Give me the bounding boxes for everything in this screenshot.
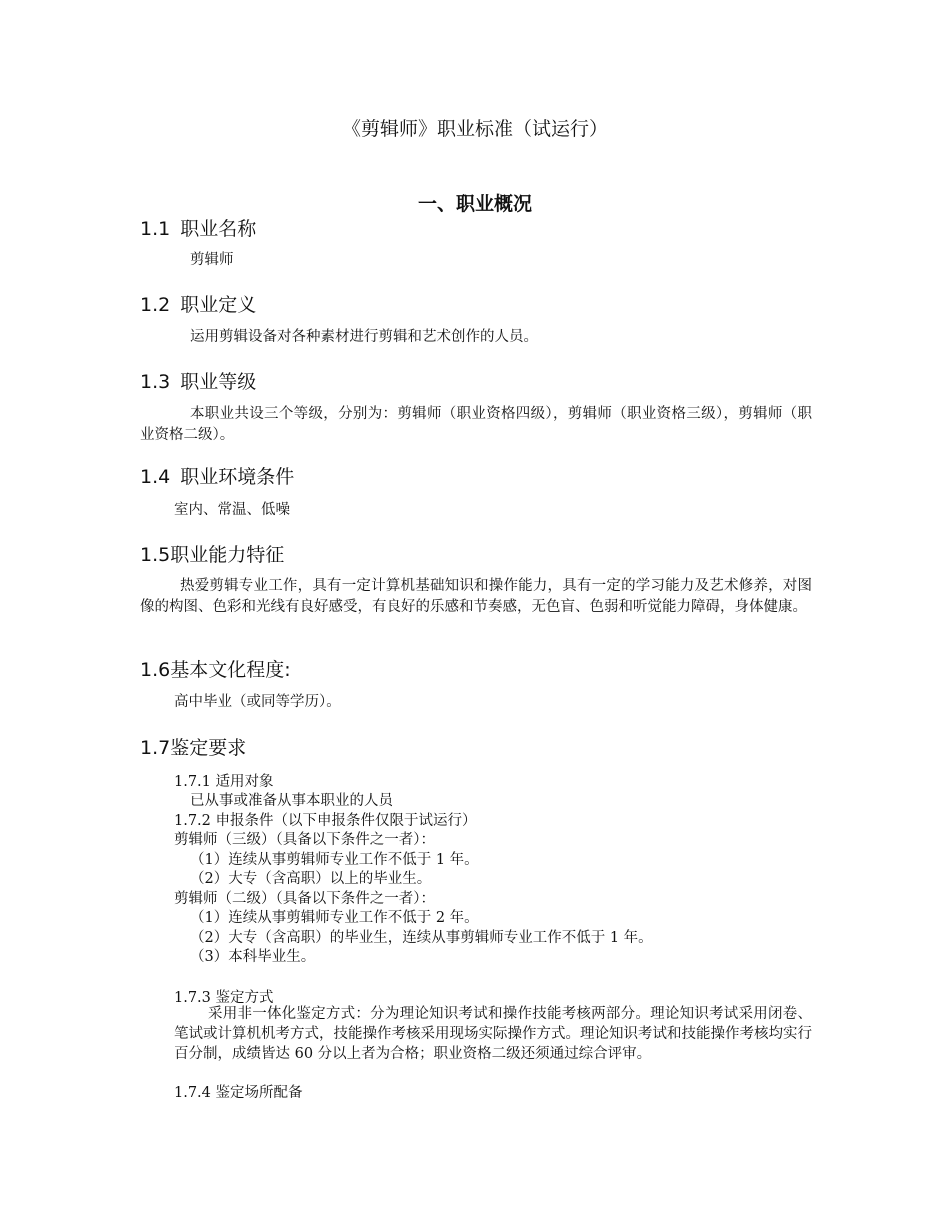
list-item: （1）连续从事剪辑师专业工作不低于 1 年。 xyxy=(190,852,479,868)
subsection-heading-1-7-4: 1.7.4 鉴定场所配备 xyxy=(174,1085,303,1101)
list-item: （1）连续从事剪辑师专业工作不低于 2 年。 xyxy=(190,910,479,926)
paragraph-assessment-method: 采用非一体化鉴定方式：分为理论知识考试和操作技能考核两部分。理论知识考试采用闭卷、笔试或计算机机考方式，技能操作考核采用现场实际操作方式。理论知识考试和技能操作考核均实行百分制，成绩皆达 60 分以上者为合格；职业资格二级还须通过综合评审。 xyxy=(174,1006,812,1062)
section-text-1-2: 运用剪辑设备对各种素材进行剪辑和艺术创作的人员。 xyxy=(190,329,538,345)
section-heading-1-5 xyxy=(140,540,284,567)
section-number: 1.3 xyxy=(140,371,171,393)
section-heading-1-2 xyxy=(140,290,256,317)
list-item: （2）大专（含高职）以上的毕业生。 xyxy=(190,871,432,887)
section-title: 职业能力特征 xyxy=(170,544,285,566)
section-title: 鉴定要求 xyxy=(170,737,247,759)
section-number: 1.2 xyxy=(140,294,171,316)
subsection-heading-1-7-2: 1.7.2 申报条件（以下申报条件仅限于试运行） xyxy=(174,813,477,829)
section-number: 1.7 xyxy=(140,737,171,759)
section-text-1-3: 本职业共设三个等级，分别为：剪辑师（职业资格四级），剪辑师（职业资格三级），剪辑师（职业资格二级）。 xyxy=(140,406,812,443)
list-item: 剪辑师（三级）（具备以下条件之一者）： xyxy=(174,832,435,848)
chapter-title: 一、职业概况 xyxy=(417,193,532,215)
section-number: 1.4 xyxy=(140,466,171,488)
list-item: （2）大专（含高职）的毕业生，连续从事剪辑师专业工作不低于 1 年。 xyxy=(190,930,653,946)
section-heading-1-3 xyxy=(140,367,256,394)
section-title: 职业等级 xyxy=(180,371,257,393)
section-title: 职业环境条件 xyxy=(180,466,295,488)
section-number: 1.6 xyxy=(140,659,171,681)
section-text-1-4: 室内、常温、低噪 xyxy=(174,502,290,518)
section-number: 1.1 xyxy=(140,218,171,240)
section-title: 基本文化程度: xyxy=(170,659,291,681)
document-title: 《剪辑师》职业标准（试运行） xyxy=(341,118,608,140)
section-heading-1-4 xyxy=(140,462,294,489)
subsection-heading-1-7-3: 1.7.3 鉴定方式 xyxy=(174,990,274,1006)
list-item: 已从事或准备从事本职业的人员 xyxy=(190,793,393,809)
section-heading-1-7 xyxy=(140,733,246,760)
section-heading-1-1 xyxy=(140,214,256,241)
list-item: （3）本科毕业生。 xyxy=(190,949,316,965)
subsection-heading-1-7-1: 1.7.1 适用对象 xyxy=(174,774,274,790)
section-text-1-6: 高中毕业（或同等学历）。 xyxy=(174,694,341,710)
section-number: 1.5 xyxy=(140,544,171,566)
section-text-1-1: 剪辑师 xyxy=(190,252,234,268)
section-title: 职业定义 xyxy=(180,294,257,316)
section-text-1-5: 热爱剪辑专业工作，具有一定计算机基础知识和操作能力，具有一定的学习能力及艺术修养，对图像的构图、色彩和光线有良好感受，有良好的乐感和节奏感，无色盲、色弱和听觉能力障碍，身体健康。 xyxy=(140,578,812,615)
list-item: 剪辑师（二级）（具备以下条件之一者）： xyxy=(174,891,435,907)
section-heading-1-6 xyxy=(140,655,291,682)
section-title: 职业名称 xyxy=(180,218,257,240)
